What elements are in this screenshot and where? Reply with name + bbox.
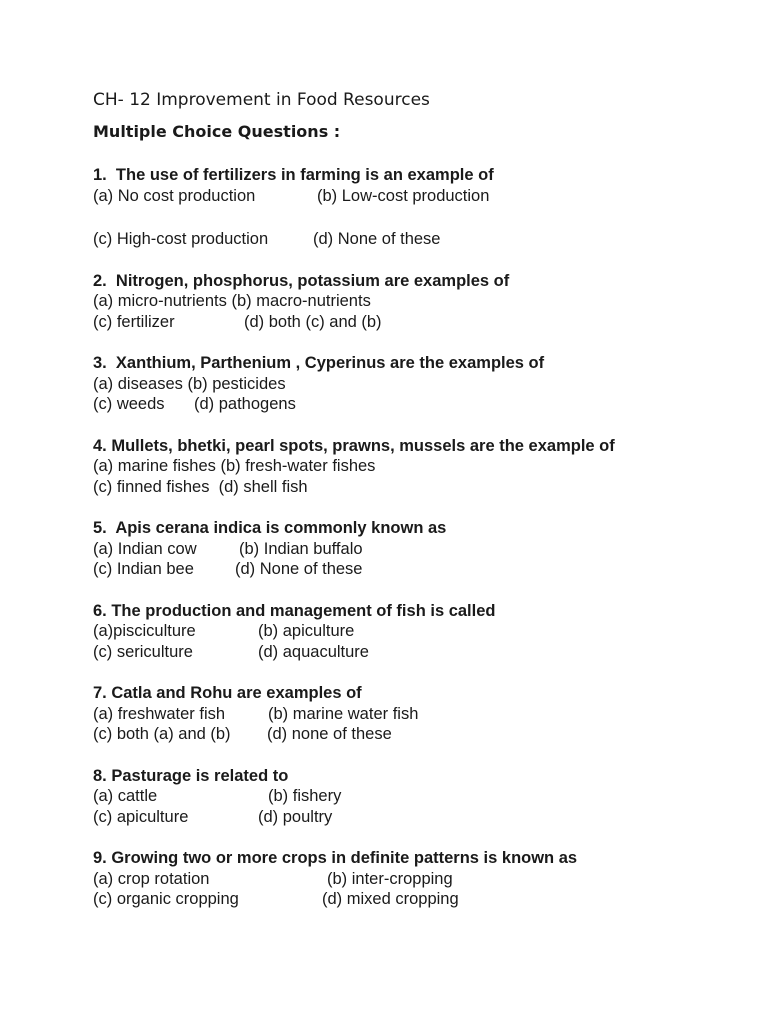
option-a: (a) Indian cow bbox=[93, 539, 197, 558]
question-5 bbox=[93, 518, 733, 580]
question-1 bbox=[93, 165, 733, 250]
option-line bbox=[93, 477, 733, 498]
option-line bbox=[93, 229, 733, 250]
option-line bbox=[93, 291, 733, 312]
option-a: (a)pisciculture bbox=[93, 622, 196, 640]
blank-line bbox=[93, 206, 733, 229]
question-4 bbox=[93, 436, 733, 498]
option-line bbox=[93, 394, 733, 415]
page-title: CH- 12 Improvement in Food Resources bbox=[93, 90, 430, 110]
option-c: (c) Indian bee bbox=[93, 560, 194, 578]
option-d: (d) mixed cropping bbox=[322, 890, 459, 908]
question-2 bbox=[93, 271, 733, 333]
question-7 bbox=[93, 683, 733, 745]
option-a-b: (a) micro-nutrients (b) macro-nutrients bbox=[93, 292, 371, 310]
option-b: (b) fishery bbox=[268, 787, 342, 805]
question-3 bbox=[93, 353, 733, 415]
option-c: (c) weeds bbox=[93, 395, 165, 413]
question-text: 5. Apis cerana indica is commonly known as bbox=[93, 519, 447, 537]
option-c: (c) both (a) and (b) bbox=[93, 725, 231, 743]
option-c: (c) organic cropping bbox=[93, 890, 239, 908]
option-d: (d) poultry bbox=[258, 807, 333, 826]
option-c: (c) sericulture bbox=[93, 642, 193, 661]
option-line bbox=[93, 374, 733, 395]
option-a-b: (a) diseases (b) pesticides bbox=[93, 374, 286, 393]
option-b: (b) marine water fish bbox=[268, 704, 419, 723]
option-c: (c) fertilizer bbox=[93, 312, 175, 331]
question-text: 3. Xanthium, Parthenium , Cyperinus are the examples of bbox=[93, 354, 545, 372]
option-b: (b) Low-cost production bbox=[317, 186, 490, 205]
option-line bbox=[93, 869, 733, 890]
option-line bbox=[93, 889, 733, 910]
option-line bbox=[93, 559, 733, 580]
option-a-b: (a) marine fishes (b) fresh-water fishes bbox=[93, 457, 376, 475]
question-8 bbox=[93, 766, 733, 828]
option-c: (c) High-cost production bbox=[93, 230, 269, 248]
option-line bbox=[93, 186, 733, 207]
option-d: (d) none of these bbox=[267, 725, 392, 743]
option-d: (d) aquaculture bbox=[258, 642, 369, 661]
option-b: (b) Indian buffalo bbox=[239, 539, 363, 558]
option-a: (a) freshwater fish bbox=[93, 704, 226, 723]
option-line bbox=[93, 621, 733, 642]
question-text: 8. Pasturage is related to bbox=[93, 766, 289, 785]
option-d: (d) None of these bbox=[313, 230, 441, 248]
option-line bbox=[93, 704, 733, 725]
option-d: (d) pathogens bbox=[194, 395, 296, 413]
section-heading: Multiple Choice Questions : bbox=[93, 122, 341, 141]
option-line bbox=[93, 786, 733, 807]
option-line bbox=[93, 642, 733, 663]
question-6 bbox=[93, 601, 733, 663]
option-a: (a) No cost production bbox=[93, 186, 256, 205]
option-d: (d) None of these bbox=[235, 560, 363, 578]
option-b: (b) inter-cropping bbox=[327, 869, 453, 888]
option-c-d: (c) finned fishes (d) shell fish bbox=[93, 477, 308, 496]
option-d: (d) both (c) and (b) bbox=[244, 312, 382, 331]
question-text: 2. Nitrogen, phosphorus, potassium are examples of bbox=[93, 271, 510, 290]
option-a: (a) cattle bbox=[93, 787, 158, 805]
question-text: 6. The production and management of fish is called bbox=[93, 601, 496, 620]
option-line bbox=[93, 539, 733, 560]
question-text: 9. Growing two or more crops in definite patterns is known as bbox=[93, 849, 578, 867]
question-9 bbox=[93, 848, 733, 910]
option-b: (b) apiculture bbox=[258, 622, 355, 640]
option-line bbox=[93, 456, 733, 477]
question-text: 4. Mullets, bhetki, pearl spots, prawns, mussels are the example of bbox=[93, 436, 615, 455]
question-text: 7. Catla and Rohu are examples of bbox=[93, 684, 362, 702]
option-line bbox=[93, 312, 733, 333]
document-page bbox=[93, 88, 733, 931]
option-c: (c) apiculture bbox=[93, 807, 189, 826]
option-line bbox=[93, 807, 733, 828]
option-a: (a) crop rotation bbox=[93, 869, 210, 888]
option-line bbox=[93, 724, 733, 745]
question-text: 1. The use of fertilizers in farming is an example of bbox=[93, 166, 494, 184]
